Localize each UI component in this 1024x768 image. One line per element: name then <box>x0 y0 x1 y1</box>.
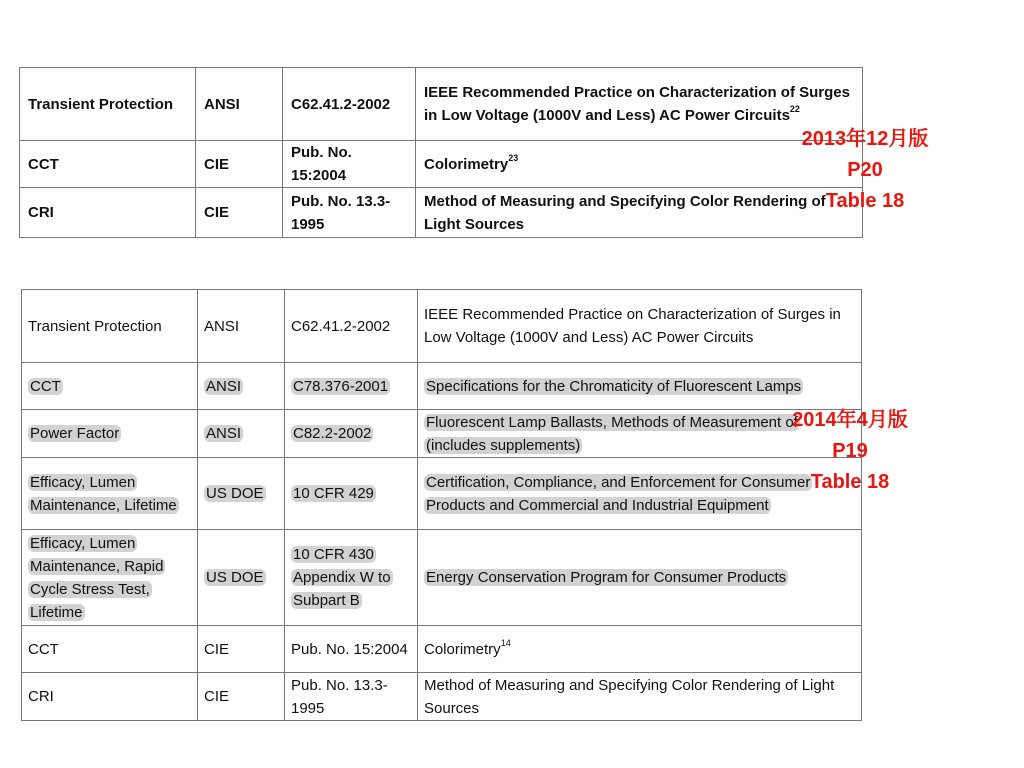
std-cell: 10 CFR 430 Appendix W to Subpart B <box>285 530 418 626</box>
item-cell: CCT <box>22 626 198 673</box>
org-cell: US DOE <box>198 458 285 530</box>
table-row <box>22 363 862 410</box>
item-cell: Transient Protection <box>20 68 196 141</box>
item-cell: Transient Protection <box>22 290 198 363</box>
org-cell: CIE <box>196 141 283 188</box>
org-cell: CIE <box>196 188 283 238</box>
note-page: P19 <box>832 440 868 462</box>
title-cell: Colorimetry$^{23}$ <box>416 141 863 188</box>
org-cell: ANSI <box>196 68 283 141</box>
standards-table-2013 <box>19 67 863 238</box>
std-cell: C78.376-2001 <box>285 363 418 410</box>
std-cell: C82.2-2002 <box>285 410 418 458</box>
std-cell: 10 CFR 429 <box>285 458 418 530</box>
table-row <box>22 626 862 673</box>
std-cell: C62.41.2-2002 <box>283 68 416 141</box>
table-row <box>22 673 862 721</box>
std-cell: Pub. No. 13.3-1995 <box>285 673 418 721</box>
item-cell: CRI <box>20 188 196 238</box>
table-row <box>22 530 862 626</box>
revision-note-2013 <box>780 124 950 217</box>
title-cell: IEEE Recommended Practice on Characterization of Surges in Low Voltage (1000V and Less) AC Power Circuits$^{22}$ <box>416 68 863 141</box>
std-cell: Pub. No. 15:2004 <box>283 141 416 188</box>
note-edition: 2014年4月版 <box>792 409 908 431</box>
org-cell: US DOE <box>198 530 285 626</box>
item-cell: CCT <box>20 141 196 188</box>
org-cell: ANSI <box>198 363 285 410</box>
org-cell: CIE <box>198 673 285 721</box>
table-row <box>20 68 863 141</box>
std-cell: C62.41.2-2002 <box>285 290 418 363</box>
item-cell: CCT <box>22 363 198 410</box>
table-row <box>22 458 862 530</box>
title-cell: Method of Measuring and Specifying Color Rendering of Light Sources <box>418 673 862 721</box>
title-cell: Energy Conservation Program for Consumer Products <box>418 530 862 626</box>
note-page: P20 <box>847 159 883 181</box>
item-cell: Efficacy, Lumen Maintenance, Lifetime <box>22 458 198 530</box>
note-table: Table 18 <box>810 471 890 493</box>
title-cell: Colorimetry$^{14}$ <box>418 626 862 673</box>
item-cell: CRI <box>22 673 198 721</box>
table-row <box>20 188 863 238</box>
footnote-ref: 23 <box>508 152 519 163</box>
table-row <box>22 410 862 458</box>
table-row <box>20 141 863 188</box>
note-table: Table 18 <box>825 190 905 212</box>
title-cell: IEEE Recommended Practice on Characterization of Surges in Low Voltage (1000V and Less) AC Power Circuits <box>418 290 862 363</box>
revision-note-2014 <box>765 405 935 498</box>
title-cell: Specifications for the Chromaticity of Fluorescent Lamps <box>418 363 862 410</box>
org-cell: ANSI <box>198 290 285 363</box>
std-cell: Pub. No. 15:2004 <box>285 626 418 673</box>
item-cell: Power Factor <box>22 410 198 458</box>
title-cell: Method of Measuring and Specifying Color Rendering of Light Sources <box>416 188 863 238</box>
org-cell: ANSI <box>198 410 285 458</box>
std-cell: Pub. No. 13.3-1995 <box>283 188 416 238</box>
standards-table-2014 <box>21 289 862 721</box>
title-cell: Fluorescent Lamp Ballasts, Methods of Measurement of (includes supplements) <box>418 410 862 458</box>
footnote-ref: 22 <box>789 104 800 114</box>
item-cell: Efficacy, Lumen Maintenance, Rapid Cycle Stress Test, Lifetime <box>22 530 198 626</box>
org-cell: CIE <box>198 626 285 673</box>
footnote-ref: 14 <box>500 637 511 648</box>
table-row <box>22 290 862 363</box>
title-cell: Certification, Compliance, and Enforcement for Consumer Products and Commercial and Industrial Equipment <box>418 458 862 530</box>
note-edition: 2013年12月版 <box>801 128 929 150</box>
